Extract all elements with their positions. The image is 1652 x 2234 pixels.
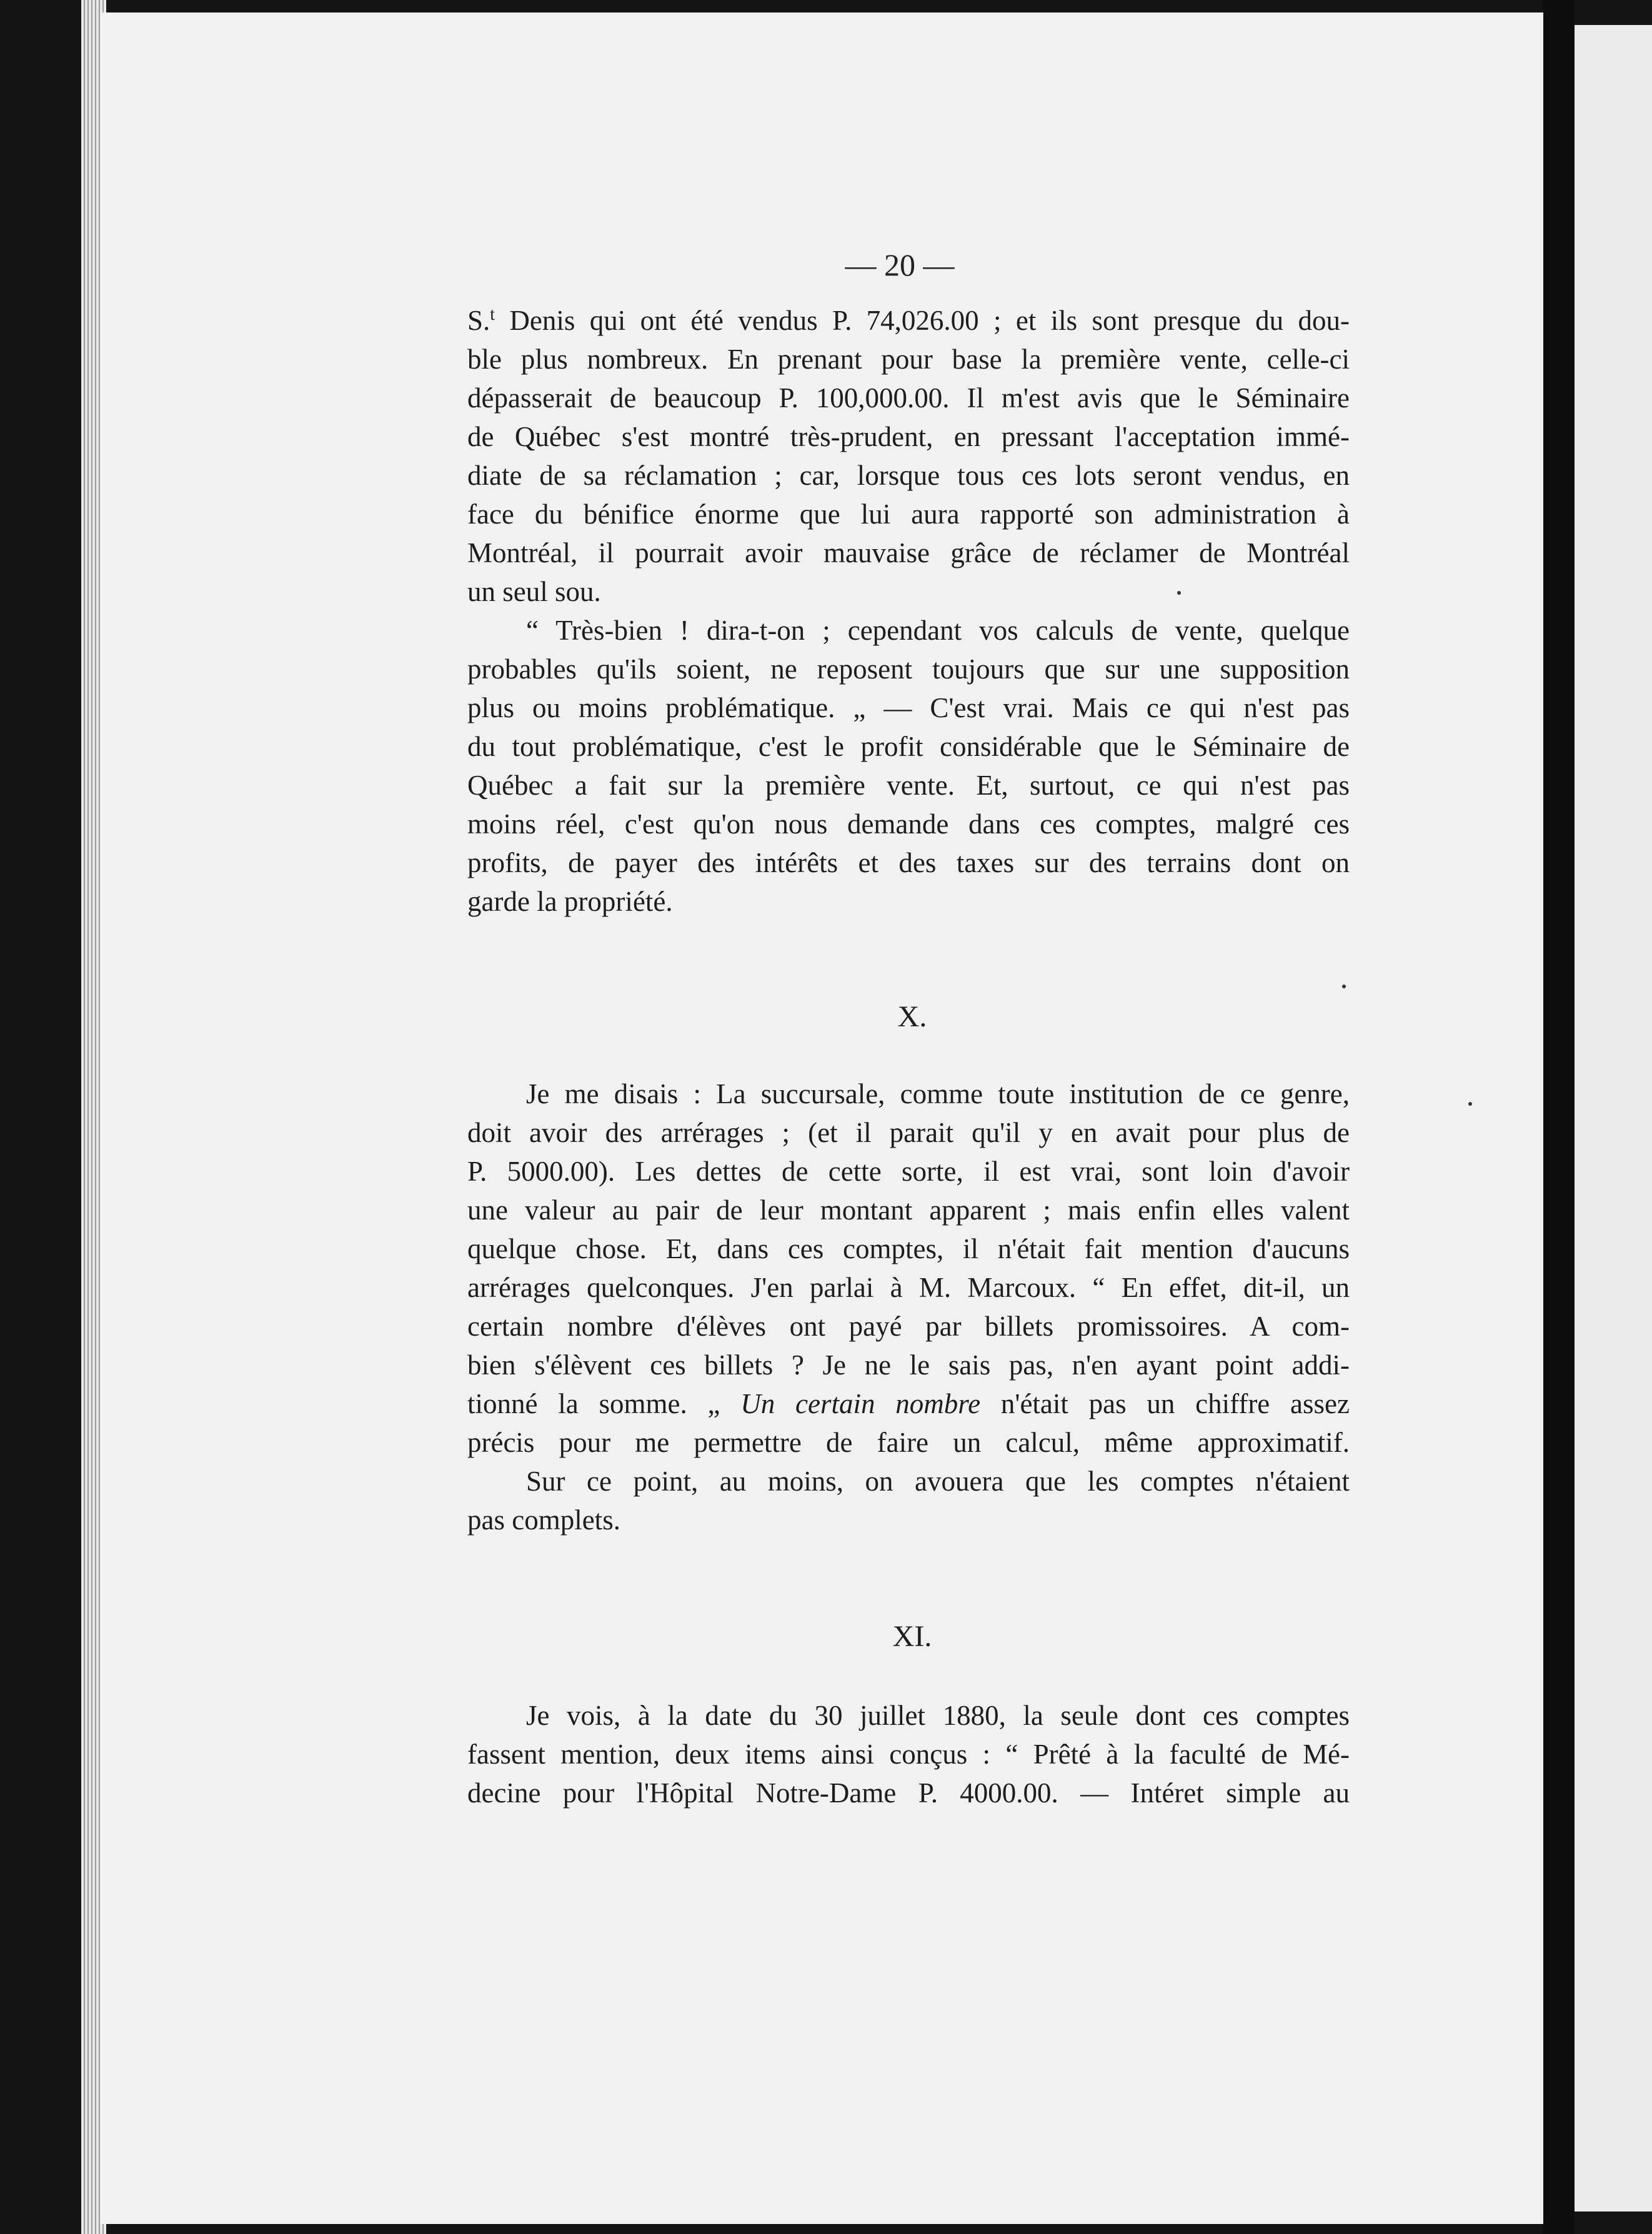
text-line: doit avoir des arrérages ; (et il parait qu'il y en avait pour plus de <box>467 1117 1350 1148</box>
text-line: quelque chose. Et, dans ces comptes, il n'était fait mention d'aucuns <box>467 1233 1350 1264</box>
text-line: Montréal, il pourrait avoir mauvaise grâce de réclamer de Montréal <box>467 537 1350 568</box>
text-line: P. 5000.00). Les dettes de cette sorte, il est vrai, sont loin d'avoir <box>467 1156 1350 1187</box>
text-line: un seul sou. <box>467 576 601 607</box>
text-line: ble plus nombreux. En prenant pour base la première vente, celle-ci <box>467 344 1350 375</box>
text-line: decine pour l'Hôpital Notre-Dame P. 4000.00. — Intéret simple au <box>467 1777 1350 1809</box>
text-line: profits, de payer des intérêts et des taxes sur des terrains dont on <box>467 847 1350 878</box>
text-line: S.$^t$ Denis qui ont été vendus P. 74,026.00 ; et ils sont presque du dou- <box>467 305 1350 336</box>
text-line: Québec a fait sur la première vente. Et, surtout, ce qui n'est pas <box>467 770 1350 801</box>
print-speck <box>1468 1102 1472 1106</box>
text-line: précis pour me permettre de faire un calcul, même approximatif. <box>467 1427 1350 1458</box>
text-line: Je me disais : La succursale, comme toute institution de ce genre, <box>526 1078 1350 1110</box>
text-line: fassent mention, deux items ainsi conçus : “ Prêté à la faculté de Mé- <box>467 1739 1350 1770</box>
section-heading-xi: XI. <box>892 1620 932 1653</box>
text-line: une valeur au pair de leur montant apparent ; mais enfin elles valent <box>467 1194 1350 1226</box>
section-heading-x: X. <box>897 1000 927 1033</box>
text-line: dépasserait de beaucoup P. 100,000.00. Il m'est avis que le Séminaire <box>467 382 1350 414</box>
text-line: moins réel, c'est qu'on nous demande dans ces comptes, malgré ces <box>467 808 1350 840</box>
text-line: certain nombre d'élèves ont payé par billets promissoires. A com- <box>467 1311 1350 1342</box>
text-line: bien s'élèvent ces billets ? Je ne le sais pas, n'en ayant point addi- <box>467 1349 1350 1381</box>
text-line: diate de sa réclamation ; car, lorsque tous ces lots seront vendus, en <box>467 460 1350 491</box>
body-text-block-3 <box>467 1696 1350 1812</box>
text-line: garde la propriété. <box>467 886 673 917</box>
print-speck <box>1342 985 1346 988</box>
text-line: face du bénifice énorme que lui aura rapporté son administration à <box>467 499 1350 530</box>
print-speck <box>1177 591 1181 595</box>
text-line: tionné la somme. „ Un certain nombre n'était pas un chiffre assez <box>467 1388 1350 1419</box>
text-line: probables qu'ils soient, ne reposent toujours que sur une supposition <box>467 653 1350 685</box>
book-gutter <box>1543 0 1575 2234</box>
facing-page-edge <box>1575 25 1652 2212</box>
text-line: Sur ce point, au moins, on avouera que les comptes n'étaient <box>526 1466 1350 1497</box>
page-number: — 20 — <box>845 247 955 282</box>
text-line: pas complets. <box>467 1504 620 1536</box>
text-line: de Québec s'est montré très-prudent, en pressant l'acceptation immé- <box>467 421 1350 452</box>
text-line: “ Très-bien ! dira-t-on ; cependant vos calculs de vente, quelque <box>526 615 1350 646</box>
text-line: arrérages quelconques. J'en parlai à M. Marcoux. “ En effet, dit-il, un <box>467 1272 1350 1303</box>
text-line: Je vois, à la date du 30 juillet 1880, la seule dont ces comptes <box>526 1700 1350 1731</box>
text-line: plus ou moins problématique. „ — C'est vrai. Mais ce qui n'est pas <box>467 692 1350 723</box>
body-text-block-1 <box>467 301 1350 921</box>
text-line: du tout problématique, c'est le profit considérable que le Séminaire de <box>467 731 1350 762</box>
body-text-block-2 <box>467 1075 1350 1539</box>
